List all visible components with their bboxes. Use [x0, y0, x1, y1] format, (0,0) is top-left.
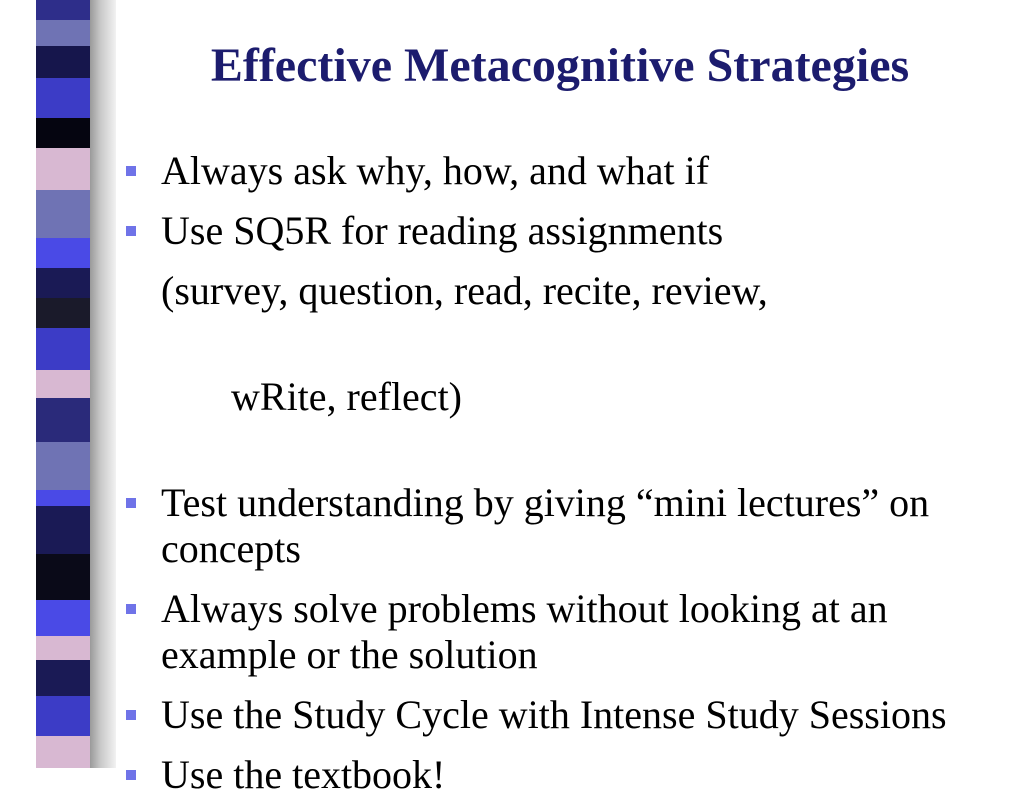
bullet-text: Always solve problems without looking at an example or the solution [161, 586, 888, 677]
square-bullet-icon [126, 498, 136, 508]
bullet-item [120, 752, 1010, 798]
bullet-text: Use the Study Cycle with Intense Study Sessions [161, 692, 947, 737]
bullet-continuation [120, 328, 1010, 466]
bullet-item [120, 148, 1010, 194]
bullet-list [120, 148, 1010, 812]
bullet-text: Use the textbook! [161, 752, 446, 797]
square-bullet-icon [126, 166, 136, 176]
square-bullet-icon [126, 710, 136, 720]
bullet-item [120, 480, 1010, 572]
bullet-item [120, 586, 1010, 678]
bullet-text: Test understanding by giving “mini lectures” on concepts [161, 480, 930, 571]
bullet-text: Use SQ5R for reading assignments [161, 208, 724, 253]
bullet-text: Always ask why, how, and what if [161, 148, 710, 193]
square-bullet-icon [126, 226, 136, 236]
bullet-item [120, 208, 1010, 254]
bullet-continuation [120, 268, 1010, 314]
bullet-text: wRite, reflect) [221, 374, 462, 419]
slide-title: Effective Metacognitive Strategies [210, 39, 910, 92]
square-bullet-icon [126, 604, 136, 614]
bullet-text: (survey, question, read, recite, review, [161, 268, 768, 313]
decorative-stripe [36, 0, 96, 768]
square-bullet-icon [126, 770, 136, 780]
bullet-item [120, 692, 1010, 738]
stripe-shadow [90, 0, 116, 768]
